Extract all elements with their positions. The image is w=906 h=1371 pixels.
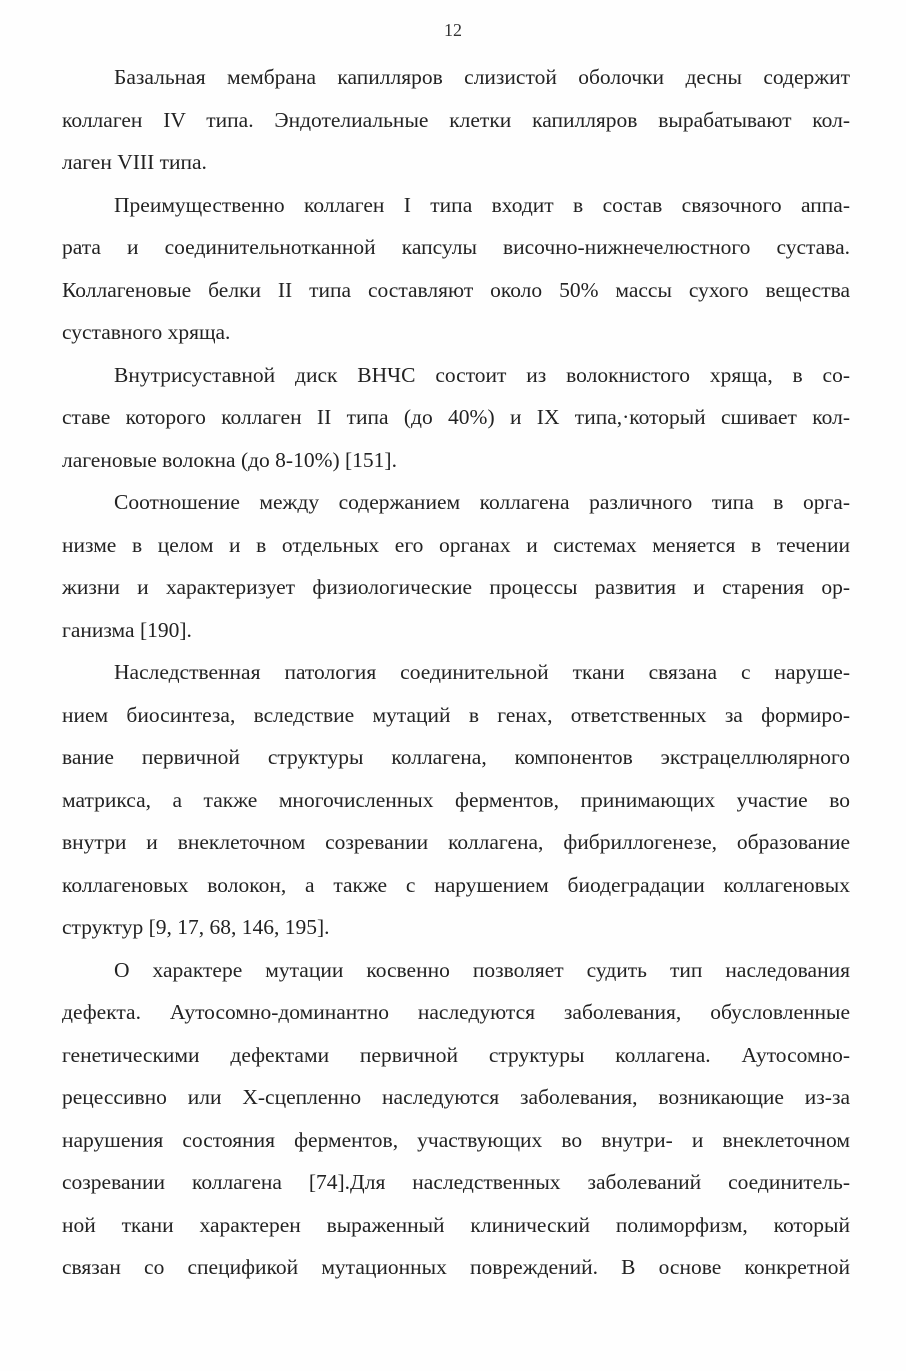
text-line: нарушения состояния ферментов, участвующих во внутри- и внеклеточном bbox=[62, 1127, 850, 1152]
text-line: низме в целом и в отдельных его органах и системах меняется в течении bbox=[62, 532, 850, 557]
text-line: О характере мутации косвенно позволяет судить тип наследования bbox=[114, 957, 850, 982]
text-line: созревании коллагена [74].Для наследственных заболеваний соединитель- bbox=[62, 1170, 850, 1194]
text-line: коллаген IV типа. Эндотелиальные клетки капилляров вырабатывают кол- bbox=[62, 107, 850, 132]
text-line: Внутрисуставной диск ВНЧС состоит из волокнистого хряща, в со- bbox=[114, 362, 850, 387]
text-line: ставе которого коллаген II типа (до 40%) и IX типа,·который сшивает кол- bbox=[62, 405, 850, 429]
paragraph-3 bbox=[62, 354, 850, 482]
paragraph-6 bbox=[62, 949, 850, 1289]
page-number: 12 bbox=[444, 20, 462, 40]
text-line: суставного хряща. bbox=[62, 320, 231, 344]
text-line: Наследственная патология соединительной ткани связана с наруше- bbox=[114, 660, 850, 684]
text-line: матрикса, а также многочисленных ферментов, принимающих участие во bbox=[62, 787, 850, 812]
text-line: Соотношение между содержанием коллагена различного типа в орга- bbox=[114, 490, 850, 514]
text-line: рата и соединительнотканной капсулы височно-нижнечелюстного сустава. bbox=[62, 235, 850, 259]
text-line: коллагеновых волокон, а также с нарушением биодеградации коллагеновых bbox=[62, 872, 850, 897]
text-line: нием биосинтеза, вследствие мутаций в генах, ответственных за формиро- bbox=[62, 702, 850, 727]
text-line: ганизма [190]. bbox=[62, 617, 192, 642]
text-line: Коллагеновые белки II типа составляют около 50% массы сухого вещества bbox=[62, 277, 850, 302]
text-line: внутри и внеклеточном созревании коллагена, фибриллогенезе, образование bbox=[62, 830, 850, 854]
paragraph-5 bbox=[62, 651, 850, 949]
text-line: генетическими дефектами первичной структуры коллагена. Аутосомно- bbox=[62, 1042, 850, 1067]
text-line: лаген VIII типа. bbox=[62, 150, 207, 174]
text-line: лагеновые волокна (до 8-10%) [151]. bbox=[62, 447, 397, 472]
text-line: Базальная мембрана капилляров слизистой оболочки десны содержит bbox=[114, 65, 850, 89]
paragraph-2 bbox=[62, 184, 850, 354]
text-line: Преимущественно коллаген I типа входит в состав связочного аппа- bbox=[114, 192, 850, 217]
body-text bbox=[62, 56, 850, 1289]
paragraph-4 bbox=[62, 481, 850, 651]
text-line: структур [9, 17, 68, 146, 195]. bbox=[62, 915, 330, 939]
paragraph-1 bbox=[62, 56, 850, 184]
text-line: жизни и характеризует физиологические процессы развития и старения ор- bbox=[62, 575, 850, 599]
text-line: ной ткани характерен выраженный клинический полиморфизм, который bbox=[62, 1212, 850, 1237]
text-line: рецессивно или Х-сцепленно наследуются заболевания, возникающие из-за bbox=[62, 1085, 850, 1109]
text-line: дефекта. Аутосомно-доминантно наследуются заболевания, обусловленные bbox=[62, 1000, 850, 1024]
text-line: вание первичной структуры коллагена, компонентов экстрацеллюлярного bbox=[62, 745, 850, 769]
text-line: связан со спецификой мутационных повреждений. В основе конкретной bbox=[62, 1255, 850, 1279]
